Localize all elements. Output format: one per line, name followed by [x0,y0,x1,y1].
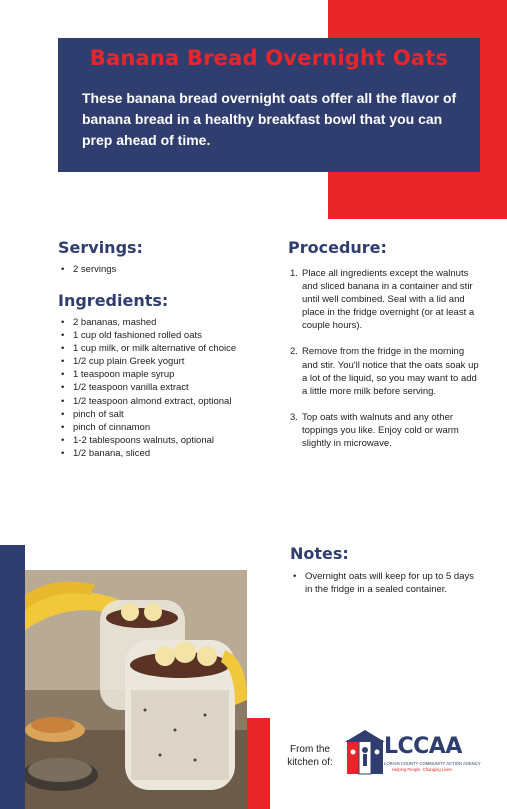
page-title: Banana Bread Overnight Oats [89,46,449,70]
list-item: • 1/2 teaspoon vanilla extract [58,381,236,394]
step-text: Remove from the fridge in the morning and stir. You'll notice that the oats soak up a lot of the liquid, so you may want to add a little more milk before serving. [302,346,479,397]
list-item: • 1/2 teaspoon almond extract, optional [58,395,236,408]
list-item: • 1/2 banana, sliced [58,447,236,460]
step-text: Place all ingredients except the walnuts and sliced banana in a container and stir until well combined. Seal with a lid and place in the fridge overnight (or at least a couple hours). [302,268,475,332]
overnight-oats-photo [25,570,247,809]
list-item: • 1 cup old fashioned rolled oats [58,329,236,342]
intro-text: These banana bread overnight oats offer all the flavor of banana bread in a healthy breakfast bowl that you can prep ahead of time. [82,90,457,148]
notes-heading: Notes: [290,544,349,563]
logo-subtext: LORAIN COUNTY COMMUNITY ACTION AGENCY [384,761,481,766]
procedure-heading: Procedure: [288,238,387,257]
ingredients-heading: Ingredients: [58,291,169,310]
logo-wordmark: LCCAA [384,734,462,759]
list-item: • 1 cup milk, or milk alternative of choice [58,342,236,355]
step-text: Top oats with walnuts and any other toppings you like. Enjoy cold or warm slightly in microwave. [302,411,459,450]
house-people-logo-icon [345,730,385,776]
notes-list [290,570,480,596]
servings-heading: Servings: [58,238,143,257]
list-item: • pinch of salt [58,408,236,421]
navy-accent-block [0,545,25,809]
procedure-steps [290,267,480,463]
step-number: 3. [290,411,298,423]
step-number: 1. [290,268,298,279]
servings-list [58,263,116,276]
list-item: • 2 bananas, mashed [58,316,236,329]
procedure-step [290,267,480,332]
procedure-step [290,411,480,450]
from-kitchen-label: From the kitchen of: [287,744,333,768]
list-item: • Overnight oats will keep for up to 5 days in the fridge in a sealed container. [290,570,480,596]
list-item: • 2 servings [58,263,116,276]
list-item: • 1/2 cup plain Greek yogurt [58,355,236,368]
ingredients-list [58,316,236,460]
step-number: 2. [290,346,298,358]
list-item: • 1 teaspoon maple syrup [58,368,236,381]
procedure-step [290,345,480,397]
logo-tagline: Helping People. Changing Lives. [392,767,453,772]
list-item: • 1-2 tablespoons walnuts, optional [58,434,236,447]
list-item: • pinch of cinnamon [58,421,236,434]
